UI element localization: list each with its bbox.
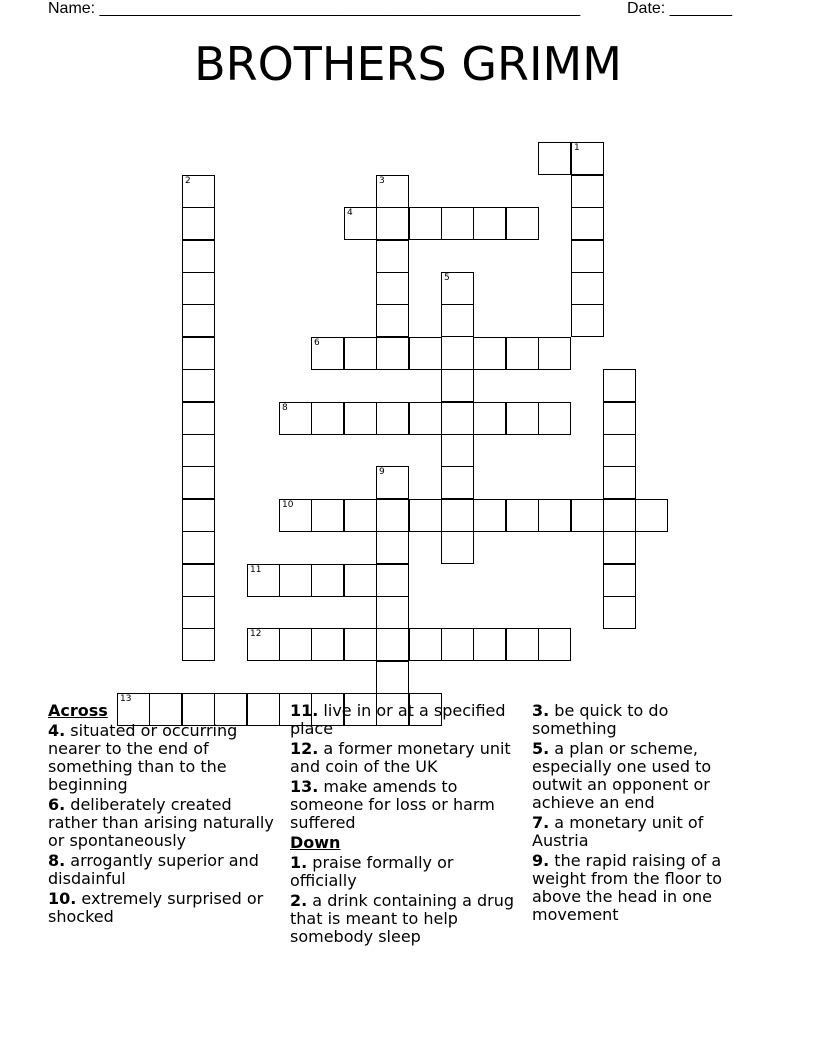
grid-cell[interactable]	[279, 564, 312, 597]
clue-down-2	[290, 892, 520, 946]
grid-cell[interactable]	[441, 628, 474, 661]
clue-column-3	[532, 702, 752, 926]
across-heading: Across	[48, 701, 108, 720]
grid-cell[interactable]	[571, 304, 604, 337]
clue-across-4	[48, 722, 284, 794]
grid-cell[interactable]	[182, 337, 215, 370]
clue-number: 10.	[48, 889, 77, 908]
cell-number: 11	[250, 565, 262, 575]
grid-cell[interactable]	[376, 337, 409, 370]
cell-number: 6	[314, 338, 320, 348]
clue-number: 2.	[290, 891, 308, 910]
cell-number: 3	[379, 176, 385, 186]
grid-cell[interactable]	[182, 531, 215, 564]
grid-cell[interactable]	[571, 272, 604, 305]
grid-cell[interactable]	[376, 661, 409, 694]
clue-number: 13.	[290, 777, 319, 796]
clue-number: 9.	[532, 851, 550, 870]
grid-cell[interactable]	[376, 175, 409, 208]
grid-cell[interactable]	[603, 402, 636, 435]
grid-cell[interactable]	[571, 240, 604, 273]
grid-cell[interactable]	[441, 207, 474, 240]
grid-cell[interactable]	[376, 240, 409, 273]
grid-cell[interactable]	[441, 304, 474, 337]
clue-number: 3.	[532, 701, 550, 720]
cell-number: 9	[379, 467, 385, 477]
clue-text: extremely surprised or shocked	[48, 889, 264, 926]
grid-cell[interactable]	[344, 564, 377, 597]
grid-cell[interactable]	[473, 628, 506, 661]
clue-number: 11.	[290, 701, 319, 720]
grid-cell[interactable]	[182, 628, 215, 661]
clue-number: 12.	[290, 739, 319, 758]
clue-down-7	[532, 814, 752, 850]
grid-cell[interactable]	[376, 304, 409, 337]
grid-cell[interactable]	[376, 628, 409, 661]
clue-number: 6.	[48, 795, 66, 814]
clue-text: live in or at a specified place	[290, 701, 506, 738]
grid-cell[interactable]	[182, 434, 215, 467]
clue-text: arrogantly superior and disdainful	[48, 851, 259, 888]
cell-number: 10	[282, 500, 294, 510]
grid-cell[interactable]	[635, 499, 668, 532]
grid-cell[interactable]	[311, 564, 344, 597]
grid-cell[interactable]	[182, 304, 215, 337]
cell-number: 1	[574, 143, 580, 153]
grid-cell[interactable]	[538, 628, 571, 661]
grid-cell[interactable]	[506, 628, 539, 661]
grid-cell[interactable]	[441, 531, 474, 564]
grid-cell[interactable]	[344, 402, 377, 435]
grid-cell[interactable]	[376, 466, 409, 499]
grid-cell[interactable]	[182, 175, 215, 208]
grid-cell[interactable]	[441, 402, 474, 435]
grid-cell[interactable]	[344, 337, 377, 370]
grid-cell[interactable]	[182, 402, 215, 435]
clue-text: a drink containing a drug that is meant to help somebody sleep	[290, 891, 515, 946]
grid-cell[interactable]	[247, 628, 280, 661]
grid-cell[interactable]	[376, 272, 409, 305]
date-field-label: Date: _______	[627, 0, 732, 17]
grid-cell[interactable]	[506, 337, 539, 370]
clue-down-3	[532, 702, 752, 738]
clue-number: 5.	[532, 739, 550, 758]
grid-cell[interactable]	[473, 402, 506, 435]
cell-number: 8	[282, 403, 288, 413]
grid-cell[interactable]	[376, 499, 409, 532]
clue-across-8	[48, 852, 284, 888]
grid-cell[interactable]	[603, 499, 636, 532]
clue-column-2	[290, 702, 520, 948]
grid-cell[interactable]	[603, 369, 636, 402]
grid-cell[interactable]	[376, 402, 409, 435]
grid-cell[interactable]	[571, 207, 604, 240]
clue-text: be quick to do something	[532, 701, 669, 738]
grid-cell[interactable]	[311, 628, 344, 661]
name-field-label: Name: ______________________________________________________	[48, 0, 581, 17]
grid-cell[interactable]	[603, 596, 636, 629]
grid-cell[interactable]	[182, 272, 215, 305]
grid-cell[interactable]	[311, 499, 344, 532]
clue-number: 7.	[532, 813, 550, 832]
clue-number: 8.	[48, 851, 66, 870]
grid-cell[interactable]	[182, 466, 215, 499]
cell-number: 2	[185, 176, 191, 186]
clue-text: make amends to someone for loss or harm suffered	[290, 777, 495, 832]
grid-cell[interactable]	[603, 531, 636, 564]
grid-cell[interactable]	[538, 142, 571, 175]
clue-down-1	[290, 854, 520, 890]
clue-text: praise formally or officially	[290, 853, 454, 890]
grid-cell[interactable]	[506, 402, 539, 435]
grid-cell[interactable]	[441, 272, 474, 305]
cell-number: 12	[250, 629, 262, 639]
clue-text: deliberately created rather than arising naturally or spontaneously	[48, 795, 274, 850]
grid-cell[interactable]	[344, 207, 377, 240]
grid-cell[interactable]	[279, 628, 312, 661]
grid-cell[interactable]	[603, 564, 636, 597]
grid-cell[interactable]	[182, 499, 215, 532]
grid-cell[interactable]	[279, 402, 312, 435]
clue-text: a former monetary unit and coin of the UK	[290, 739, 511, 776]
cell-number: 13	[120, 694, 132, 704]
cell-number: 4	[347, 208, 353, 218]
grid-cell[interactable]	[441, 499, 474, 532]
grid-cell[interactable]	[538, 499, 571, 532]
clue-text: a monetary unit of Austria	[532, 813, 704, 850]
page-header	[48, 0, 748, 20]
grid-cell[interactable]	[506, 207, 539, 240]
grid-cell[interactable]	[441, 434, 474, 467]
puzzle-title: BROTHERS GRIMM	[194, 37, 622, 91]
grid-cell[interactable]	[182, 564, 215, 597]
clue-column-1	[48, 702, 284, 928]
grid-cell[interactable]	[506, 499, 539, 532]
grid-cell[interactable]	[473, 499, 506, 532]
grid-cell[interactable]	[376, 564, 409, 597]
clue-across-10	[48, 890, 284, 926]
grid-cell[interactable]	[473, 337, 506, 370]
grid-cell[interactable]	[409, 207, 442, 240]
grid-cell[interactable]	[279, 499, 312, 532]
grid-cell[interactable]	[571, 142, 604, 175]
grid-cell[interactable]	[441, 369, 474, 402]
clue-text: the rapid raising of a weight from the floor to above the head in one movement	[532, 851, 723, 924]
grid-cell[interactable]	[182, 207, 215, 240]
grid-cell[interactable]	[603, 466, 636, 499]
grid-cell[interactable]	[409, 402, 442, 435]
clue-text: situated or occurring nearer to the end of something than to the beginning	[48, 721, 238, 794]
down-heading: Down	[290, 833, 341, 852]
grid-cell[interactable]	[376, 207, 409, 240]
grid-cell[interactable]	[571, 499, 604, 532]
clue-text: a plan or scheme, especially one used to outwit an opponent or achieve an end	[532, 739, 712, 812]
clue-across-11	[290, 702, 520, 738]
grid-cell[interactable]	[344, 628, 377, 661]
grid-cell[interactable]	[247, 564, 280, 597]
grid-cell[interactable]	[603, 434, 636, 467]
grid-cell[interactable]	[376, 531, 409, 564]
grid-cell[interactable]	[571, 175, 604, 208]
clue-number: 4.	[48, 721, 66, 740]
clue-across-13	[290, 778, 520, 832]
grid-cell[interactable]	[376, 596, 409, 629]
cell-number: 5	[444, 273, 450, 283]
grid-cell[interactable]	[538, 402, 571, 435]
grid-cell[interactable]	[182, 369, 215, 402]
grid-cell[interactable]	[182, 596, 215, 629]
grid-cell[interactable]	[182, 240, 215, 273]
grid-cell[interactable]	[311, 337, 344, 370]
grid-cell[interactable]	[538, 337, 571, 370]
clue-across-12	[290, 740, 520, 776]
grid-cell[interactable]	[441, 466, 474, 499]
clue-across-6	[48, 796, 284, 850]
clue-down-5	[532, 740, 752, 812]
grid-cell[interactable]	[409, 628, 442, 661]
clue-down-9	[532, 852, 752, 924]
grid-cell[interactable]	[409, 337, 442, 370]
grid-cell[interactable]	[311, 402, 344, 435]
grid-cell[interactable]	[409, 499, 442, 532]
grid-cell[interactable]	[344, 499, 377, 532]
grid-cell[interactable]	[473, 207, 506, 240]
clue-number: 1.	[290, 853, 308, 872]
